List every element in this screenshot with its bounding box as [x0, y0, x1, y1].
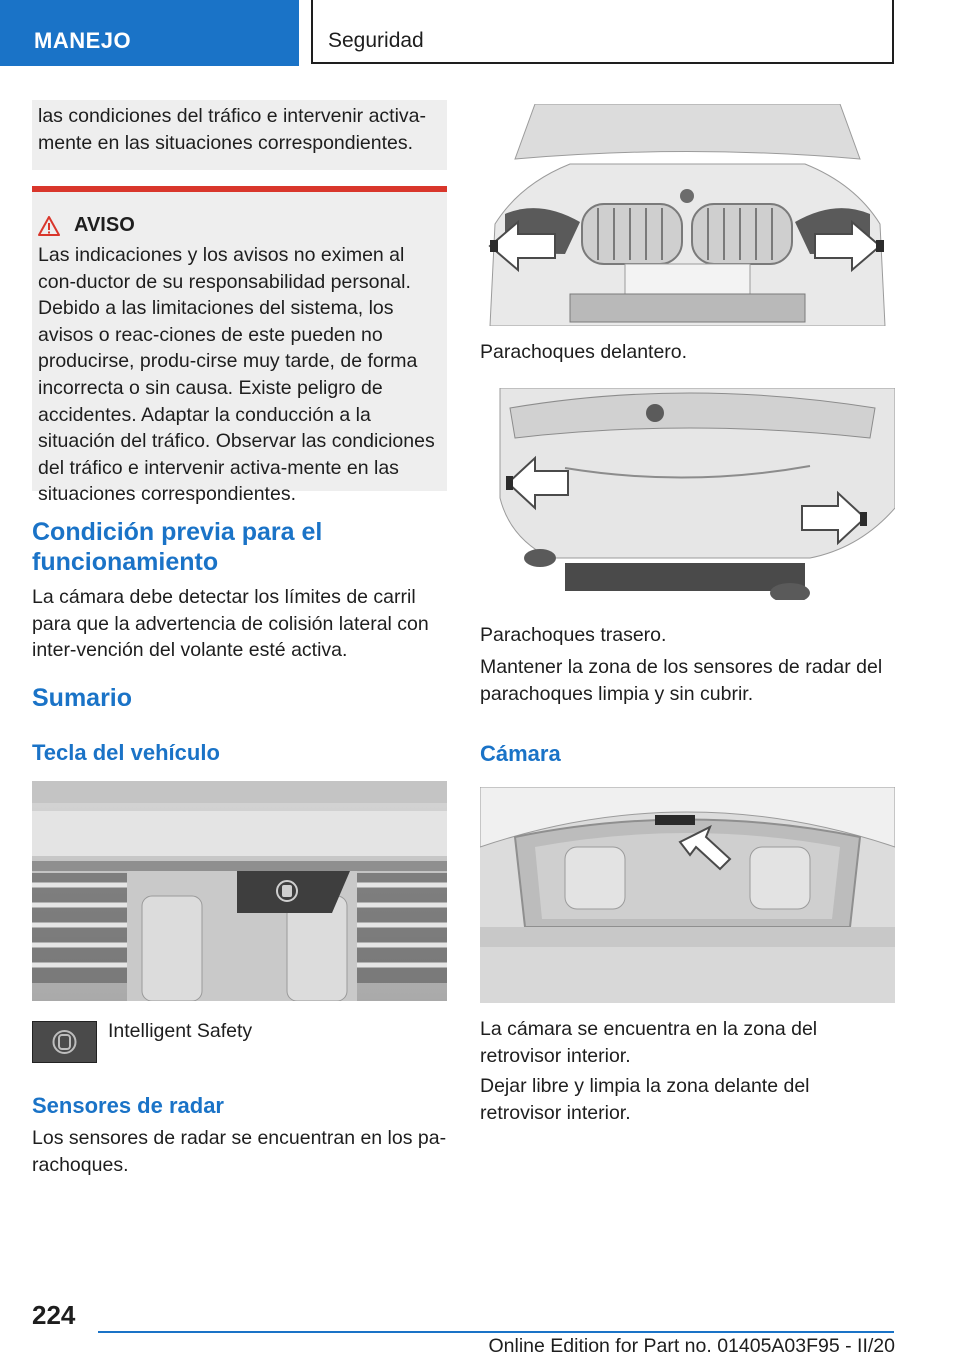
- footer-edition: Online Edition for Part no. 01405A03F95 - II/20: [488, 1335, 895, 1357]
- footer-divider: [98, 1331, 894, 1333]
- summary-heading: Sumario: [32, 684, 133, 712]
- intelligent-safety-icon: [32, 1021, 97, 1063]
- continuation-box: [32, 100, 447, 170]
- warning-title: AVISO: [74, 214, 135, 236]
- button-label: Intelligent Safety: [108, 1020, 253, 1042]
- warning-triangle-icon: [38, 216, 60, 236]
- radar-heading: Sensores de radar: [32, 1093, 224, 1118]
- radar-body: Los sensores de radar se encuentran en los pa-rachoques.: [32, 1127, 447, 1176]
- chapter-tab: MANEJO: [0, 0, 299, 66]
- front-bumper-image: [480, 104, 895, 326]
- precondition-body: La cámara debe detectar los límites de carril para que la advertencia de colisión lateral con inter-vención del volante esté activa.: [32, 586, 429, 662]
- rear-bumper-image: [480, 388, 895, 600]
- camera-body-2: Dejar libre y limpia la zona delante del retrovisor interior.: [480, 1075, 810, 1124]
- warning-box: [32, 186, 447, 506]
- camera-heading: Cámara: [480, 741, 561, 766]
- camera-image: [480, 787, 895, 1003]
- button-heading: Tecla del vehículo: [32, 740, 220, 765]
- warning-heading: [38, 214, 135, 237]
- front-bumper-caption: Parachoques delantero.: [480, 341, 688, 363]
- radar-note: Mantener la zona de los sensores de radar del parachoques limpia y sin cubrir.: [480, 656, 883, 705]
- section-title: Seguridad: [311, 0, 894, 64]
- dashboard-button-image: [32, 781, 447, 1001]
- warning-body: Las indicaciones y los avisos no eximen al con-ductor de su responsabilidad personal. Debido a las limitaciones del sistema, los avisos o reac-ciones de este pueden no producirse, produ-cirse muy tarde, de forma incorrecta o sin causa. Existe peligro de accidentes. Adaptar la conducción a la situación del tráfico. Observar las condiciones del tráfico e intervenir activa-mente en las situaciones correspondientes.: [38, 244, 435, 506]
- warning-bar: [32, 186, 447, 192]
- precondition-heading: Condición previa para el funcionamiento: [32, 518, 323, 576]
- rear-bumper-caption: Parachoques trasero.: [480, 624, 667, 646]
- page-number: 224: [32, 1300, 76, 1330]
- continuation-text: las condiciones del tráfico e intervenir activa- mente en las situaciones correspondientes.: [38, 105, 427, 154]
- camera-body-1: La cámara se encuentra en la zona del retrovisor interior.: [480, 1018, 818, 1067]
